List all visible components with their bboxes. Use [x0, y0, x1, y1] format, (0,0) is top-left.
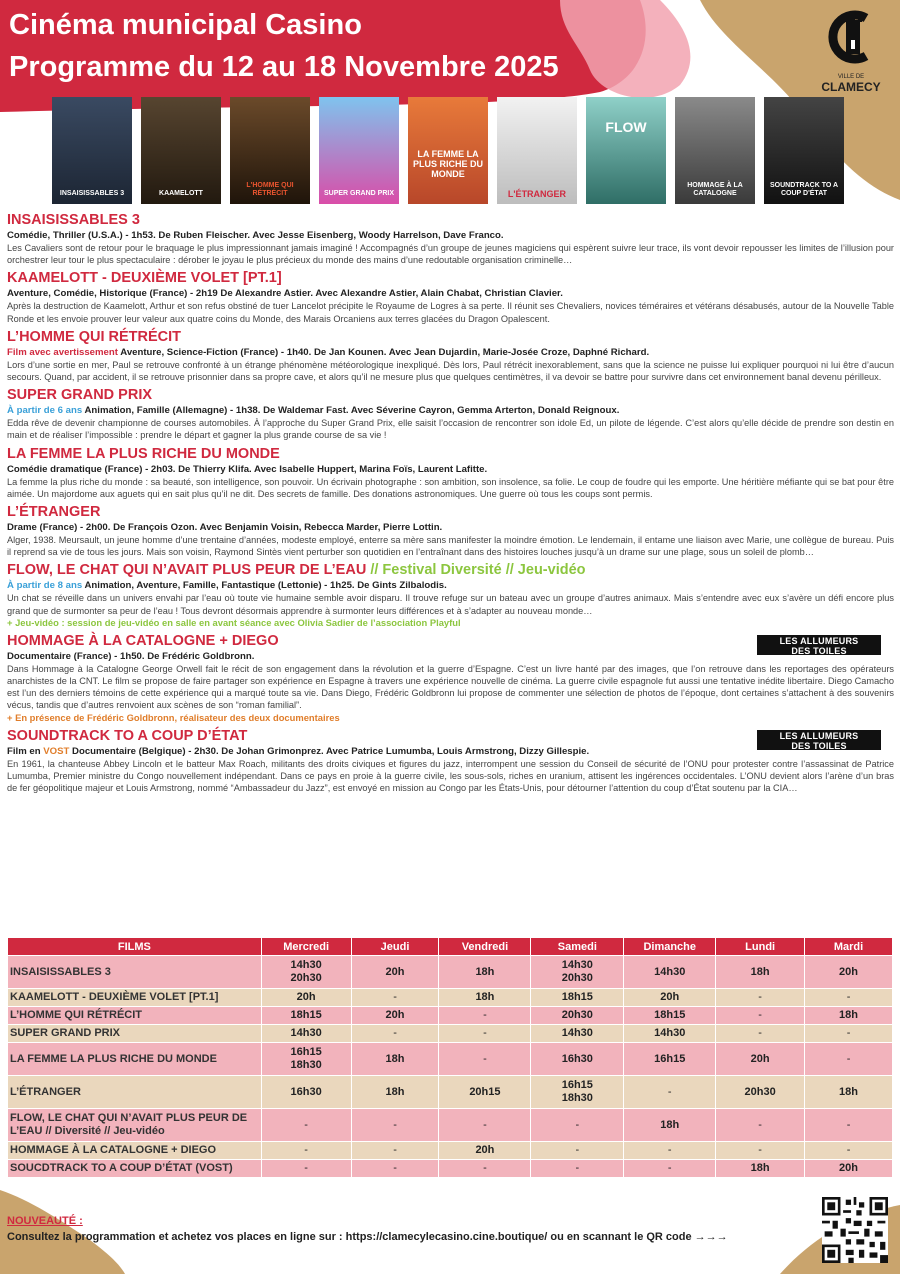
- schedule-row: [8, 1007, 893, 1025]
- film-meta: À partir de 8 ans Animation, Aventure, Famille, Fantastique (Lettonie) - 1h25. De Gints Zilbalodis.: [7, 580, 447, 592]
- film-title: SUPER GRAND PRIX: [7, 387, 153, 404]
- film-meta: Drame (France) - 2h00. De François Ozon. Avec Benjamin Voisin, Rebecca Marder, Pierre Lottin.: [7, 522, 443, 534]
- event-note: + Jeu-vidéo : session de jeu-vidéo en salle en avant séance avec Olivia Sadier de l’association Playful: [7, 616, 461, 628]
- age-label: À partir de 6 ans: [7, 405, 83, 417]
- schedule-time-cell: -: [716, 1007, 805, 1025]
- qr-code-icon[interactable]: [822, 1197, 888, 1263]
- schedule-time-cell: -: [531, 1142, 624, 1160]
- allumeurs-badge: LES ALLUMEURS DES TOILES: [757, 635, 881, 655]
- schedule-time-cell: -: [624, 1076, 716, 1109]
- logo-name: CLAMECY: [821, 80, 881, 94]
- film-meta: À partir de 6 ans Animation, Famille (Allemagne) - 1h38. De Waldemar Fast. Avec Séverine Cayron, Gemma Arterton, Donald Reignoux.: [7, 405, 620, 417]
- film-kaamelott: [7, 269, 894, 324]
- film-femme-riche: [7, 445, 894, 500]
- schedule-time-cell: 16h15 18h30: [531, 1076, 624, 1109]
- poster-super-grand-prix[interactable]: SUPER GRAND PRIX: [319, 97, 399, 204]
- festival-tag: // Festival Diversité // Jeu-vidéo: [366, 562, 586, 579]
- schedule-time-cell: -: [805, 1109, 893, 1142]
- film-synopsis: La femme la plus riche du monde : sa beauté, son intelligence, son pouvoir. Un écrivain photographe : son ambition, son insolence, sa folie. Le coup de foudre qui les emporte. Une héritière méfiante qui se bat pour être aimée. Un majordome aux aguets qui en sait plus qu’il ne dit. Des secrets de famille. Des donations astronomiques. Une guerre où tous les coups sont permis.: [7, 476, 894, 499]
- schedule-time-cell: 20h: [261, 989, 351, 1007]
- schedule-row: [8, 1043, 893, 1076]
- schedule-time-cell: 20h: [439, 1142, 531, 1160]
- col-header: Samedi: [531, 938, 624, 956]
- schedule-time-cell: -: [716, 1142, 805, 1160]
- schedule-time-cell: 18h15: [531, 989, 624, 1007]
- schedule-row: [8, 1025, 893, 1043]
- film-synopsis: Alger, 1938. Meursault, un jeune homme d’une trentaine d’années, modeste employé, enterre sa mère sans manifester la moindre émotion. Le lendemain, il entame une liaison avec Marie, une collègue de bureau. Puis il reprend sa vie de tous les jours. Mais son voisin, Raymond Sintès vient perturber son quotidien en l’entraînant dans des histoires louches jusqu’à un drame sur une plage, sous un soleil de plomb…: [7, 535, 894, 558]
- schedule-time-cell: -: [261, 1109, 351, 1142]
- film-synopsis: Dans Hommage à la Catalogne George Orwell fait le récit de son engagement dans la révolution et la guerre d’Espagne. C’est un livre hanté par des images, que l’on retrouve dans les reportages des opérateurs anarchistes de la CNT. Le film se propose de faire partager son expérience en Espagne à travers une expérience nouvelle de cinéma. La guerre civile espagnole fut aussi une tentative inédite libertaire. Diego Camacho est l’un des derniers témoins de cette expérience qui a marqué toute sa vie. Dans Diego, Frédéric Goldbronn lui propose de commenter une sélection de photos de l’époque, dont certaines s’attachent à des souvenirs vécus, tandis que d’autres renvoient aux scènes de son “roman familial”.: [7, 663, 894, 711]
- schedule-time-cell: -: [716, 1109, 805, 1142]
- film-synopsis: Après la destruction de Kaamelott, Arthur et son refus obstiné de tuer Lancelot précipite le Royaume de Logres à sa perte. Il réunit ses Chevaliers, novices téméraires et vétérans désabusés, autour de la Nouvelle Table Ronde et les envoie prouver leur valeur aux quatre coins du Monde, des Marais Orcaniens aux terres glacées du Dragon Opalescent.: [7, 301, 894, 324]
- poster-insaisissables[interactable]: INSAISISSABLES 3: [52, 97, 132, 204]
- schedule-time-cell: 20h: [624, 989, 716, 1007]
- schedule-time-cell: 18h15: [261, 1007, 351, 1025]
- schedule-film-name: LA FEMME LA PLUS RICHE DU MONDE: [8, 1043, 262, 1076]
- schedule-time-cell: 20h: [351, 1007, 439, 1025]
- event-note: + En présence de Frédéric Goldbronn, réalisateur des deux documentaires: [7, 711, 340, 723]
- schedule-time-cell: 14h30 20h30: [531, 956, 624, 989]
- schedule-time-cell: 14h30: [624, 1025, 716, 1043]
- col-header: Mercredi: [261, 938, 351, 956]
- schedule-time-cell: -: [439, 1007, 531, 1025]
- poster-etranger[interactable]: L'ÉTRANGER: [497, 97, 577, 204]
- allumeurs-badge: LES ALLUMEURS DES TOILES: [757, 730, 881, 750]
- footer: [7, 1214, 728, 1243]
- schedule-time-cell: 20h30: [531, 1007, 624, 1025]
- schedule-film-name: HOMMAGE À LA CATALOGNE + DIEGO: [8, 1142, 262, 1160]
- poster-flow[interactable]: FLOW: [586, 97, 666, 204]
- schedule-row: [8, 956, 893, 989]
- nouveaute-label: NOUVEAUTÉ :: [7, 1215, 83, 1227]
- schedule-time-cell: 16h15 18h30: [261, 1043, 351, 1076]
- col-header: Vendredi: [439, 938, 531, 956]
- film-meta: Film en VOST Documentaire (Belgique) - 2h30. De Johan Grimonprez. Avec Patrice Lumumba, Louis Armstrong, Dizzy Gillespie.: [7, 745, 590, 757]
- schedule-film-name: INSAISISSABLES 3: [8, 956, 262, 989]
- warning-label: Film avec avertissement: [7, 346, 118, 358]
- schedule-time-cell: -: [351, 1025, 439, 1043]
- schedule-film-name: KAAMELOTT - DEUXIÈME VOLET [PT.1]: [8, 989, 262, 1007]
- film-hommage-catalogne: [7, 632, 894, 724]
- film-meta: Documentaire (France) - 1h50. De Frédéric Goldbronn.: [7, 650, 255, 662]
- film-meta: Comédie, Thriller (U.S.A.) - 1h53. De Ruben Fleischer. Avec Jesse Eisenberg, Woody Harrelson, Dave Franco.: [7, 230, 504, 241]
- schedule-time-cell: 20h: [716, 1043, 805, 1076]
- schedule-time-cell: -: [439, 1025, 531, 1043]
- schedule-time-cell: 20h15: [439, 1076, 531, 1109]
- title-line-2: Programme du 12 au 18 Novembre 2025: [9, 51, 559, 83]
- col-header: FILMS: [8, 938, 262, 956]
- col-header: Mardi: [805, 938, 893, 956]
- schedule-row: [8, 1076, 893, 1109]
- film-homme-retrecit: [7, 328, 894, 383]
- col-header: Lundi: [716, 938, 805, 956]
- schedule-time-cell: 18h: [439, 956, 531, 989]
- schedule-time-cell: 18h: [351, 1076, 439, 1109]
- film-title: HOMMAGE À LA CATALOGNE + DIEGO: [7, 632, 279, 649]
- age-label: À partir de 8 ans: [7, 580, 83, 592]
- schedule-time-cell: -: [261, 1142, 351, 1160]
- booking-link-text[interactable]: Consultez la programmation et achetez vos places en ligne sur : https://clamecylecasino.cine.boutique/ ou en scannant le QR code →→→: [7, 1231, 728, 1243]
- film-synopsis: En 1961, la chanteuse Abbey Lincoln et le batteur Max Roach, militants des droits civiques et figures du jazz, interrompent une session du Conseil de sécurité de l’ONU pour protester contre l’assassinat de Patrice Lumumba, Premier ministre du Congo nouvellement indépendant. Dans ce pays en proie à la guerre civile, les sous-sols, riches en uranium, attisent les ingérences occidentales. L’ONU devient alors l’arène d’un bras de fer géopolitique majeur et Louis Armstrong, nommé “Ambassadeur du Jazz”, est envoyé en mission au Congo par les États-Unis, pour détourner l’attention du coup d’État soutenu par la CIA…: [7, 758, 894, 794]
- film-etranger: [7, 503, 894, 558]
- schedule-time-cell: -: [351, 1160, 439, 1178]
- film-flow: [7, 561, 894, 628]
- schedule-time-cell: -: [531, 1109, 624, 1142]
- schedule-film-name: SUPER GRAND PRIX: [8, 1025, 262, 1043]
- schedule-time-cell: 20h: [351, 956, 439, 989]
- film-synopsis: Les Cavaliers sont de retour pour le braquage le plus impressionnant jamais imaginé ! Accompagnés d’un groupe de jeunes magiciens qui espèrent suivre leur trace, ils vont devoir repousser les limites de l’illusion pour orchestrer leur tour le plus spectaculaire : dérober le joyau le plus précieux du monde des mains d’une redoutable organisation criminelle…: [7, 243, 894, 266]
- film-meta: Aventure, Comédie, Historique (France) - 2h19 De Alexandre Astier. Avec Alexandre Astier, Alain Chabat, Christian Clavier.: [7, 288, 563, 300]
- poster-homme-retrecit[interactable]: L'HOMME QUI RÉTRÉCIT: [230, 97, 310, 204]
- schedule-time-cell: 20h: [805, 1160, 893, 1178]
- schedule-row: [8, 1142, 893, 1160]
- schedule-time-cell: -: [805, 989, 893, 1007]
- schedule-time-cell: 18h: [624, 1109, 716, 1142]
- vost-label: VOST: [43, 745, 70, 757]
- schedule-time-cell: 20h30: [716, 1076, 805, 1109]
- schedule-film-name: SOUCDTRACK TO A COUP D’ÉTAT (VOST): [8, 1160, 262, 1178]
- schedule-time-cell: 20h: [805, 956, 893, 989]
- poster-kaamelott[interactable]: KAAMELOTT: [141, 97, 221, 204]
- schedule-time-cell: 14h30 20h30: [261, 956, 351, 989]
- schedule-film-name: L’ÉTRANGER: [8, 1076, 262, 1109]
- schedule-time-cell: 18h15: [624, 1007, 716, 1025]
- film-soundtrack: [7, 727, 894, 795]
- poster-femme-riche[interactable]: LA FEMME LA PLUS RICHE DU MONDE: [408, 97, 488, 204]
- schedule-time-cell: -: [351, 989, 439, 1007]
- schedule-film-name: FLOW, LE CHAT QUI N’AVAIT PLUS PEUR DE L’EAU // Diversité // Jeu-vidéo: [8, 1109, 262, 1142]
- film-synopsis: Lors d’une sortie en mer, Paul se retrouve confronté à un étrange phénomène météorologique inexpliqué. Dès lors, Paul rétrécit inexorablement, sans que la science ne puisse lui expliquer pourquoi ni lui être d’aucun secours. Quand, par accident, il se retrouve prisonnier dans sa propre cave, et alors qu’il ne mesure plus que quelques centimètres, il va devoir se battre pour survivre dans cet environnement banal devenu périlleux.: [7, 359, 894, 383]
- page-title: [9, 4, 559, 88]
- film-insaisissables: [7, 211, 894, 266]
- film-synopsis: Un chat se réveille dans un univers envahi par l’eau où toute vie humaine semble avoir disparu. Il trouve refuge sur un bateau avec un groupe d’autres animaux. Mais s’entendre avec eux s’avère un défi encore plus grand que de surmonter sa peur de l’eau ! Tous devront désormais apprendre à surmonter leurs différences et à s’adapter au nouveau monde…: [7, 593, 894, 616]
- city-logo: [820, 6, 882, 92]
- film-synopsis: Edda rêve de devenir championne de courses automobiles. À l’approche du Super Grand Prix, elle saisit l’occasion de rencontrer son idole Ed, un pilote de légende. C’est alors qu’elle décide de prendre son destin en main et de réaliser l’impossible : prendre le départ et gagner la plus grande course de sa vie !: [7, 418, 894, 441]
- schedule-time-cell: 18h: [716, 956, 805, 989]
- schedule-table: [7, 937, 893, 1178]
- col-header: Dimanche: [624, 938, 716, 956]
- film-meta: Film avec avertissement Aventure, Science-Fiction (France) - 1h40. De Jan Kounen. Avec Jean Dujardin, Marie-Josée Croze, Daphné Richard.: [7, 346, 650, 358]
- schedule-time-cell: -: [805, 1043, 893, 1076]
- schedule-time-cell: -: [261, 1160, 351, 1178]
- schedule-time-cell: -: [439, 1160, 531, 1178]
- schedule-time-cell: -: [439, 1043, 531, 1076]
- poster-soundtrack[interactable]: SOUNDTRACK TO A COUP D'ÉTAT: [764, 97, 844, 204]
- schedule-time-cell: 14h30: [261, 1025, 351, 1043]
- schedule-time-cell: -: [805, 1025, 893, 1043]
- schedule-time-cell: -: [624, 1142, 716, 1160]
- film-meta: Comédie dramatique (France) - 2h03. De Thierry Klifa. Avec Isabelle Huppert, Marina Foïs, Laurent Lafitte.: [7, 463, 488, 475]
- castle-c-icon: [820, 6, 882, 68]
- schedule-time-cell: 18h: [439, 989, 531, 1007]
- film-super-grand-prix: [7, 386, 894, 441]
- schedule-time-cell: 16h30: [261, 1076, 351, 1109]
- film-title: SOUNDTRACK TO A COUP D’ÉTAT: [7, 727, 248, 744]
- film-title: L’HOMME QUI RÉTRÉCIT: [7, 328, 181, 345]
- schedule-time-cell: -: [716, 989, 805, 1007]
- schedule-time-cell: -: [805, 1142, 893, 1160]
- film-title: FLOW, LE CHAT QUI N’AVAIT PLUS PEUR DE L’EAU // Festival Diversité // Jeu-vidéo: [7, 562, 586, 579]
- schedule-row: [8, 1160, 893, 1178]
- schedule-time-cell: 14h30: [531, 1025, 624, 1043]
- schedule-time-cell: 18h: [351, 1043, 439, 1076]
- schedule-time-cell: -: [351, 1142, 439, 1160]
- schedule-row: [8, 1109, 893, 1142]
- film-title: LA FEMME LA PLUS RICHE DU MONDE: [7, 445, 280, 462]
- schedule-time-cell: -: [531, 1160, 624, 1178]
- film-title: INSAISISSABLES 3: [7, 212, 140, 228]
- schedule-film-name: L’HOMME QUI RÉTRÉCIT: [8, 1007, 262, 1025]
- schedule-time-cell: -: [624, 1160, 716, 1178]
- schedule-time-cell: 18h: [805, 1007, 893, 1025]
- schedule-row: [8, 989, 893, 1007]
- poster-hommage-catalogne[interactable]: HOMMAGE À LA CATALOGNE: [675, 97, 755, 204]
- film-title: L’ÉTRANGER: [7, 504, 101, 521]
- schedule-time-cell: 16h15: [624, 1043, 716, 1076]
- schedule-time-cell: -: [351, 1109, 439, 1142]
- film-title: KAAMELOTT - DEUXIÈME VOLET [PT.1]: [7, 270, 282, 287]
- schedule-header-row: [8, 938, 893, 956]
- schedule-time-cell: -: [716, 1025, 805, 1043]
- schedule-time-cell: 18h: [716, 1160, 805, 1178]
- logo-subtitle: VILLE DE: [837, 74, 865, 80]
- col-header: Jeudi: [351, 938, 439, 956]
- schedule-time-cell: 16h30: [531, 1043, 624, 1076]
- schedule-time-cell: 14h30: [624, 956, 716, 989]
- schedule-time-cell: -: [439, 1109, 531, 1142]
- film-list: [7, 211, 894, 797]
- title-line-1: Cinéma municipal Casino: [9, 9, 362, 41]
- schedule-time-cell: 18h: [805, 1076, 893, 1109]
